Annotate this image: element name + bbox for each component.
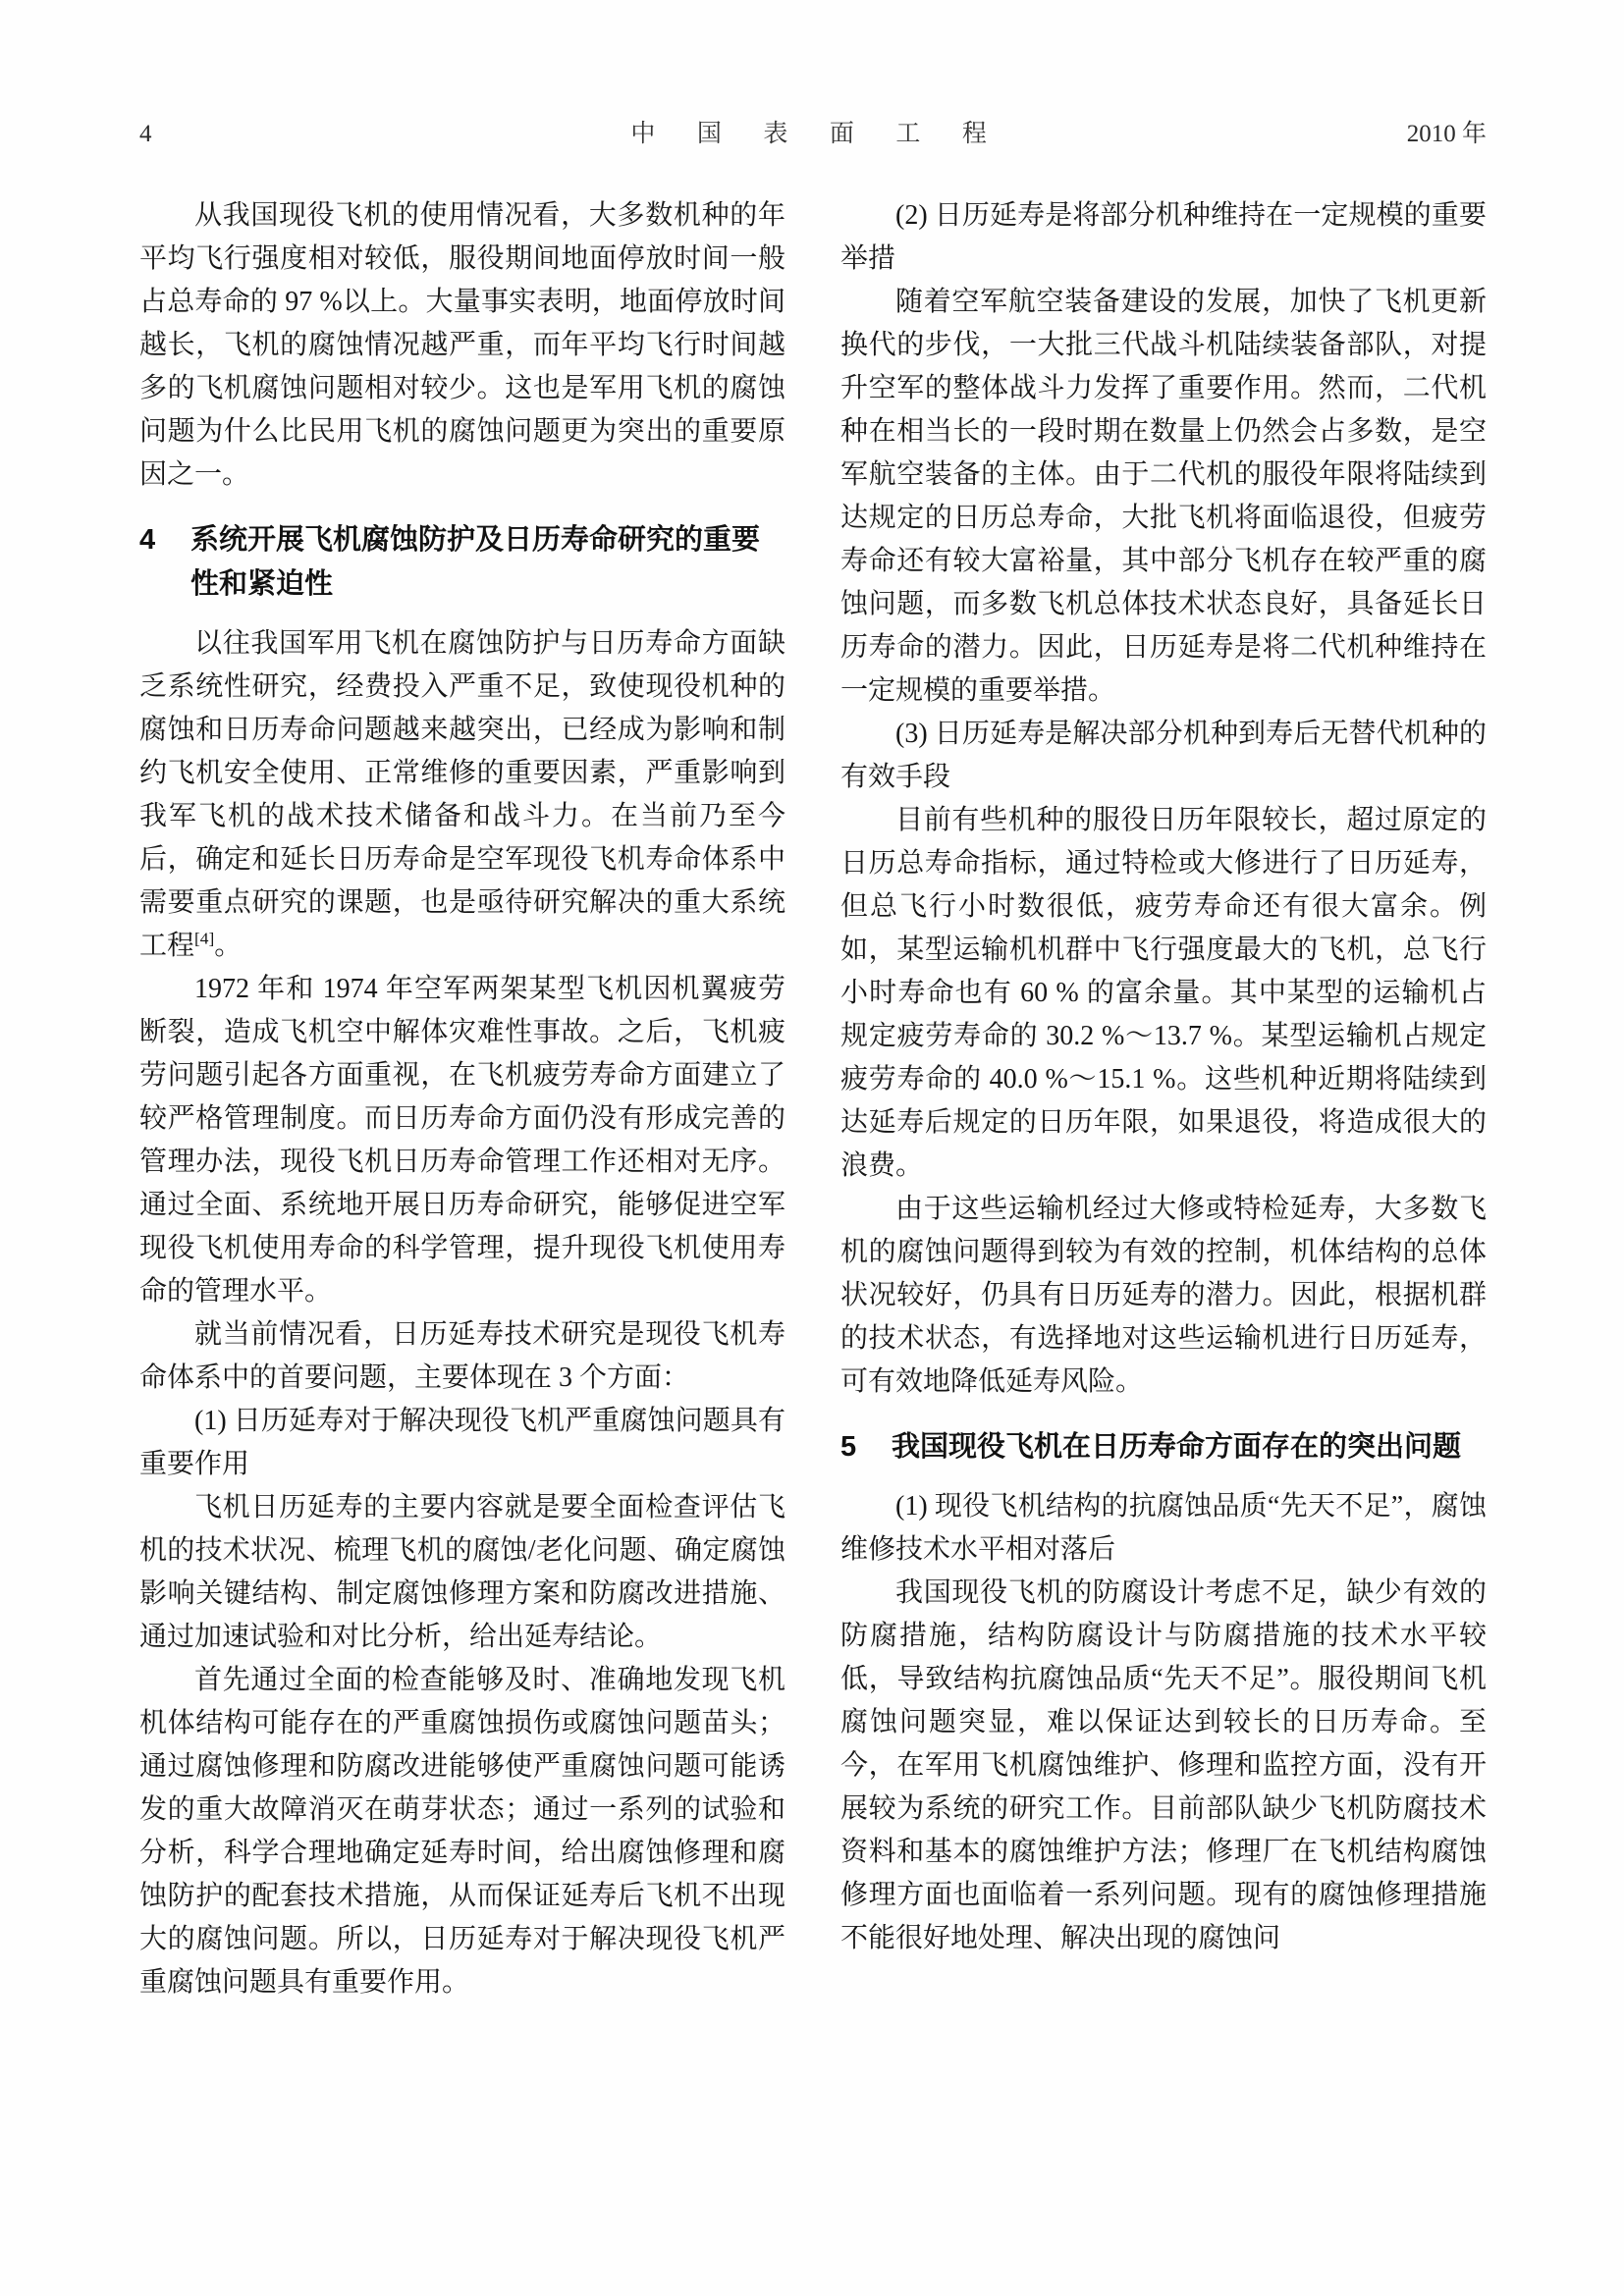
paragraph: (3) 日历延寿是解决部分机种到寿后无替代机种的有效手段 bbox=[840, 719, 1487, 792]
paragraph: 飞机日历延寿的主要内容就是要全面检查评估飞机的技术状况、梳理飞机的腐蚀/老化问题、确定腐蚀影响关键结构、制定腐蚀修理方案和防腐改进措施、通过加速试验和对比分析，给出延寿结论。 bbox=[139, 1492, 785, 1652]
paragraph: (1) 日历延寿对于解决现役飞机严重腐蚀问题具有重要作用 bbox=[139, 1406, 785, 1479]
paragraph: 以往我国军用飞机在腐蚀防护与日历寿命方面缺乏系统性研究，经费投入严重不足，致使现役机种的腐蚀和日历寿命问题越来越突出，已经成为影响和制约飞机安全使用、正常维修的重要因素，严重影响到我军飞机的战术技术储备和战斗力。在当前乃至今后，确定和延长日历寿命是空军现役飞机寿命体系中需要重点研究的课题，也是亟待研究解决的重大系统工程[4]。 bbox=[139, 628, 785, 961]
journal-title: 中 国 表 面 工 程 bbox=[630, 120, 996, 147]
right-column bbox=[840, 194, 1487, 2004]
left-column bbox=[139, 194, 785, 2004]
paragraph: 1972 年和 1974 年空军两架某型飞机因机翼疲劳断裂，造成飞机空中解体灾难性事故。之后，飞机疲劳问题引起各方面重视，在飞机疲劳寿命方面建立了较严格管理制度。而日历寿命方面仍没有形成完善的管理办法，现役飞机日历寿命管理工作还相对无序。通过全面、系统地开展日历寿命研究，能够促进空军现役飞机使用寿命的科学管理，提升现役飞机使用寿命的管理水平。 bbox=[139, 974, 785, 1307]
section-heading bbox=[139, 518, 785, 607]
paragraph: 由于这些运输机经过大修或特检延寿，大多数飞机的腐蚀问题得到较为有效的控制，机体结构的总体状况较好，仍具有日历延寿的潜力。因此，根据机群的技术状态，有选择地对这些运输机进行日历延寿，可有效地降低延寿风险。 bbox=[840, 1194, 1487, 1397]
paragraph: 目前有些机种的服役日历年限较长，超过原定的日历总寿命指标，通过特检或大修进行了日历延寿，但总飞行小时数很低，疲劳寿命还有很大富余。例如，某型运输机机群中飞行强度最大的飞机，总飞行小时寿命也有 60 % 的富余量。其中某型的运输机占规定疲劳寿命的 30.2 %～13.7 %。某型运输机占规定疲劳寿命的 40.0 %～15.1 %。这些机种近期将陆续到达延寿后规定的日历年限，如果退役，将造成很大的浪费。 bbox=[840, 805, 1487, 1181]
paragraph: (1) 现役飞机结构的抗腐蚀品质“先天不足”，腐蚀维修技术水平相对落后 bbox=[840, 1491, 1487, 1565]
section-title: 系统开展飞机腐蚀防护及日历寿命研究的重要性和紧迫性 bbox=[190, 524, 761, 600]
paragraph: 我国现役飞机的防腐设计考虑不足，缺少有效的防腐措施，结构防腐设计与防腐措施的技术水平较低，导致结构抗腐蚀品质“先天不足”。服役期间飞机腐蚀问题突显，难以保证达到较长的日历寿命。至今，在军用飞机腐蚀维护、修理和监控方面，没有开展较为系统的研究工作。目前部队缺少飞机防腐技术资料和基本的腐蚀维护方法；修理厂在飞机结构腐蚀修理方面也面临着一系列问题。现有的腐蚀修理措施不能很好地处理、解决出现的腐蚀问 bbox=[840, 1577, 1487, 1953]
section-number: 4 bbox=[139, 524, 156, 556]
page-header bbox=[139, 114, 1487, 149]
paragraph: 就当前情况看，日历延寿技术研究是现役飞机寿命体系中的首要问题，主要体现在 3 个方面： bbox=[139, 1319, 785, 1393]
paragraph: 随着空军航空装备建设的发展，加快了飞机更新换代的步伐，一大批三代战斗机陆续装备部队，对提升空军的整体战斗力发挥了重要作用。然而，二代机种在相当长的一段时期在数量上仍然会占多数，是空军航空装备的主体。由于二代机的服役年限将陆续到达规定的日历总寿命，大批飞机将面临退役，但疲劳寿命还有较大富裕量，其中部分飞机存在较严重的腐蚀问题，而多数飞机总体技术状态良好，具备延长日历寿命的潜力。因此，日历延寿是将二代机种维持在一定规模的重要举措。 bbox=[840, 287, 1487, 706]
page-year: 2010 年 bbox=[1406, 121, 1487, 147]
section-title: 我国现役飞机在日历寿命方面存在的突出问题 bbox=[892, 1431, 1462, 1463]
section-heading bbox=[840, 1425, 1487, 1469]
paragraph: 从我国现役飞机的使用情况看，大多数机种的年平均飞行强度相对较低，服役期间地面停放时间一般占总寿命的 97 %以上。大量事实表明，地面停放时间越长，飞机的腐蚀情况越严重，而年平均飞行时间越多的飞机腐蚀问题相对较少。这也是军用飞机的腐蚀问题为什么比民用飞机的腐蚀问题更为突出的重要原因之一。 bbox=[139, 200, 785, 490]
two-column-body bbox=[139, 194, 1487, 2004]
paragraph: (2) 日历延寿是将部分机种维持在一定规模的重要举措 bbox=[840, 200, 1487, 274]
paragraph: 首先通过全面的检查能够及时、准确地发现飞机机体结构可能存在的严重腐蚀损伤或腐蚀问题苗头；通过腐蚀修理和防腐改进能够使严重腐蚀问题可能诱发的重大故障消灭在萌芽状态；通过一系列的试验和分析，科学合理地确定延寿时间，给出腐蚀修理和腐蚀防护的配套技术措施，从而保证延寿后飞机不出现大的腐蚀问题。所以，日历延寿对于解决现役飞机严重腐蚀问题具有重要作用。 bbox=[139, 1665, 785, 1998]
footnote-ref: [4] bbox=[194, 929, 215, 948]
page-number: 4 bbox=[139, 121, 152, 147]
section-number: 5 bbox=[840, 1431, 857, 1463]
